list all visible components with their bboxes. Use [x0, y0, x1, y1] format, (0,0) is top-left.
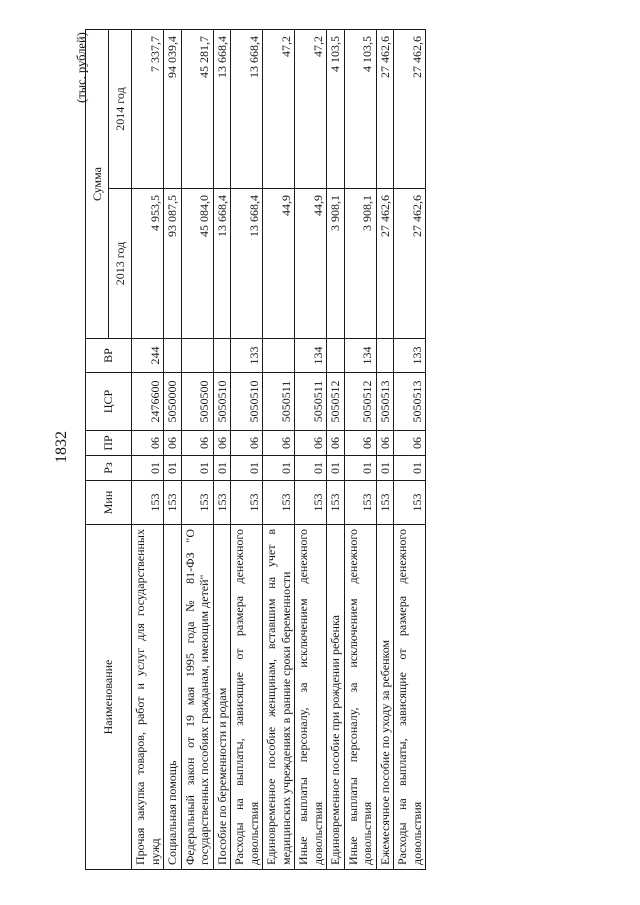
cell-rz: 01 — [263, 456, 295, 481]
table-row — [327, 29, 345, 869]
cell-sum-2013: 4 953,5 — [132, 189, 164, 339]
cell-vr: 133 — [231, 339, 263, 373]
table-row — [164, 29, 182, 869]
cell-sum-2014: 47,2 — [263, 29, 295, 188]
cell-min: 153 — [263, 481, 295, 525]
table-body — [132, 29, 426, 869]
cell-sum-2014: 13 668,4 — [231, 29, 263, 188]
cell-sum-2014: 4 103,5 — [344, 29, 376, 188]
cell-sum-2014: 27 462,6 — [376, 29, 394, 188]
cell-csr: 5050512 — [344, 373, 376, 431]
cell-min: 153 — [394, 481, 426, 525]
cell-min: 153 — [295, 481, 327, 525]
cell-name: Социальная помощь — [164, 525, 182, 870]
cell-rz: 01 — [164, 456, 182, 481]
cell-sum-2013: 3 908,1 — [344, 189, 376, 339]
cell-pr: 06 — [132, 431, 164, 456]
cell-vr: 134 — [344, 339, 376, 373]
cell-rz: 01 — [327, 456, 345, 481]
cell-name: Ежемесячное пособие по уходу за ребенком — [376, 525, 394, 870]
cell-csr: 2476600 — [132, 373, 164, 431]
table-row — [213, 29, 231, 869]
header-name: Наименование — [86, 525, 132, 870]
cell-min: 153 — [181, 481, 213, 525]
cell-name: Единовременное пособие женщинам, вставшим на учет в медицинских учреждениях в ранние сроки беременности — [263, 525, 295, 870]
cell-rz: 01 — [376, 456, 394, 481]
cell-sum-2014: 45 281,7 — [181, 29, 213, 188]
units-label: (тыс. рублей) — [74, 32, 89, 103]
cell-min: 153 — [213, 481, 231, 525]
cell-sum-2014: 7 337,7 — [132, 29, 164, 188]
cell-csr: 5050511 — [295, 373, 327, 431]
cell-name: Расходы на выплаты, зависящие от размера денежного довольствия — [394, 525, 426, 870]
cell-csr: 5050500 — [181, 373, 213, 431]
cell-sum-2013: 44,9 — [263, 189, 295, 339]
cell-name: Расходы на выплаты, зависящие от размера денежного довольствия — [231, 525, 263, 870]
cell-min: 153 — [164, 481, 182, 525]
cell-rz: 01 — [231, 456, 263, 481]
cell-rz: 01 — [394, 456, 426, 481]
cell-pr: 06 — [164, 431, 182, 456]
budget-table-rotated — [85, 30, 570, 870]
budget-table — [85, 29, 426, 870]
cell-sum-2013: 44,9 — [295, 189, 327, 339]
cell-vr: 244 — [132, 339, 164, 373]
header-csr: ЦСР — [86, 373, 132, 431]
cell-name: Единовременное пособие при рождении ребенка — [327, 525, 345, 870]
cell-vr: 133 — [394, 339, 426, 373]
header-min: Мин — [86, 481, 132, 525]
cell-min: 153 — [327, 481, 345, 525]
cell-vr: 134 — [295, 339, 327, 373]
cell-rz: 01 — [132, 456, 164, 481]
cell-sum-2013: 13 668,4 — [213, 189, 231, 339]
cell-vr — [327, 339, 345, 373]
cell-sum-2013: 27 462,6 — [376, 189, 394, 339]
cell-pr: 06 — [327, 431, 345, 456]
cell-name: Федеральный закон от 19 мая 1995 года № 81-ФЗ "О государственных пособиях гражданам, имеющим детей" — [181, 525, 213, 870]
cell-csr: 5050000 — [164, 373, 182, 431]
cell-csr: 5050513 — [376, 373, 394, 431]
cell-sum-2013: 27 462,6 — [394, 189, 426, 339]
cell-vr — [181, 339, 213, 373]
table-row — [295, 29, 327, 869]
cell-vr — [263, 339, 295, 373]
table-row — [344, 29, 376, 869]
table-header — [86, 29, 132, 869]
cell-pr: 06 — [181, 431, 213, 456]
cell-vr — [164, 339, 182, 373]
header-vr: ВР — [86, 339, 132, 373]
cell-sum-2013: 93 087,5 — [164, 189, 182, 339]
cell-vr — [376, 339, 394, 373]
cell-sum-2014: 47,2 — [295, 29, 327, 188]
cell-min: 153 — [344, 481, 376, 525]
cell-min: 153 — [231, 481, 263, 525]
cell-pr: 06 — [376, 431, 394, 456]
cell-sum-2014: 94 039,4 — [164, 29, 182, 188]
cell-csr: 5050511 — [263, 373, 295, 431]
header-year-2014: 2014 год — [109, 29, 132, 188]
table-row — [181, 29, 213, 869]
cell-name: Прочая закупка товаров, работ и услуг для государственных нужд — [132, 525, 164, 870]
cell-sum-2014: 4 103,5 — [327, 29, 345, 188]
cell-name: Иные выплаты персоналу, за исключением денежного довольствия — [295, 525, 327, 870]
header-pr: ПР — [86, 431, 132, 456]
table-row — [394, 29, 426, 869]
cell-csr: 5050510 — [231, 373, 263, 431]
cell-rz: 01 — [181, 456, 213, 481]
cell-min: 153 — [376, 481, 394, 525]
cell-name: Пособие по беременности и родам — [213, 525, 231, 870]
page-number: 1832 — [53, 431, 70, 463]
table-row — [132, 29, 164, 869]
cell-min: 153 — [132, 481, 164, 525]
cell-rz: 01 — [344, 456, 376, 481]
cell-pr: 06 — [344, 431, 376, 456]
cell-sum-2013: 45 084,0 — [181, 189, 213, 339]
cell-pr: 06 — [263, 431, 295, 456]
cell-pr: 06 — [213, 431, 231, 456]
cell-name: Иные выплаты персоналу, за исключением денежного довольствия — [344, 525, 376, 870]
header-sum: Сумма — [86, 29, 109, 338]
header-year-2013: 2013 год — [109, 189, 132, 339]
cell-sum-2014: 27 462,6 — [394, 29, 426, 188]
cell-csr: 5050512 — [327, 373, 345, 431]
table-row — [263, 29, 295, 869]
cell-pr: 06 — [394, 431, 426, 456]
cell-csr: 5050513 — [394, 373, 426, 431]
cell-sum-2013: 3 908,1 — [327, 189, 345, 339]
cell-csr: 5050510 — [213, 373, 231, 431]
cell-vr — [213, 339, 231, 373]
cell-rz: 01 — [295, 456, 327, 481]
cell-sum-2014: 13 668,4 — [213, 29, 231, 188]
cell-sum-2013: 13 668,4 — [231, 189, 263, 339]
table-row — [376, 29, 394, 869]
cell-rz: 01 — [213, 456, 231, 481]
cell-pr: 06 — [295, 431, 327, 456]
table-row — [231, 29, 263, 869]
header-rz: Рз — [86, 456, 132, 481]
cell-pr: 06 — [231, 431, 263, 456]
